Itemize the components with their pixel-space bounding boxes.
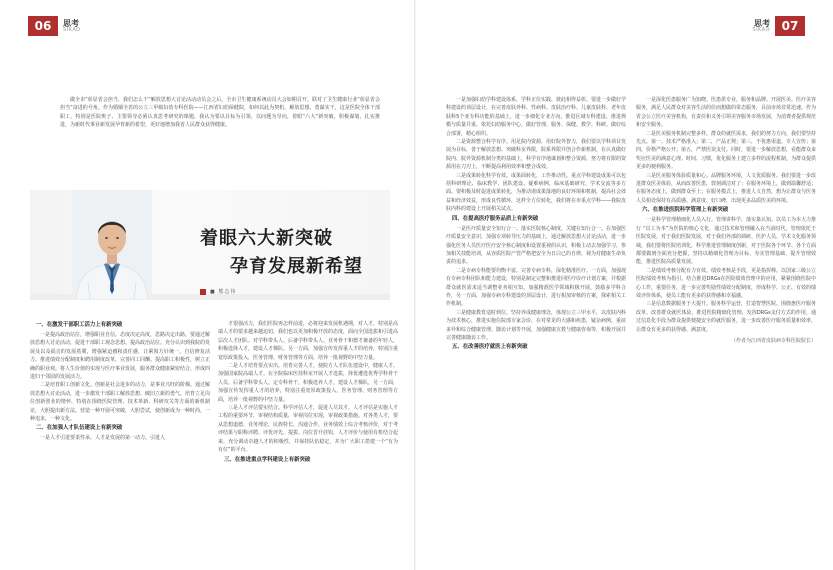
body-paragraph: 二是医美服务机制完整多样。群众的就医需求，我们的努力方向，我们要坚持先点、第一、技术严格准入；第二，产品正规；第三，不优惠渠道、专人宣传；第四，价格严格公开；第五，严禁医误支付。同时，要进一步解放思想，看能群众来奖应医美的满意心理。时间、习惯，优化服务上建立多样的流程机制，为群众提供更多的便利服务。: [636, 130, 817, 171]
byline-square-icon: [200, 289, 206, 295]
hero-banner: [30, 190, 390, 300]
body-paragraph: 二是培育职工创新文化。创新是社会进步的动力，是事业兴旺的阶梯。通过解放思想大讨论活动，进一步激发干部职工解放思想、破旧立新的勇气，培育立足岗位创新创业的情怀，特别在围绕医院管理、技术革新、科研攻关等方面的新机制论，大胆提出新方法。营造一种开展可突破，大胆尝试，使创新成为一种时尚，一种追求，一种文化。: [30, 382, 211, 423]
body-paragraph: 二是绩效考核分配有力有效。绩效考核是手段，更是指挥棒。以国家三级公立医院绩效考核为指引，结合推进DRGs在医院绩效管理中的应用，紧紧围绕医院中心工作，重要任务，进一步完善奖励性绩效分配制度，形成科学、公正、有效的绩效评价体系，使员工能有更多的获得感和幸福感。: [636, 267, 817, 299]
section-subtitle: SIKAO: [752, 26, 770, 33]
body-paragraph: 三是健康教育适时到位。坚持养成健康理念，体现公立三甲水平，以皮肤内科为技术核心，推进实施住院部专家会诊，在对常见的大感和疾患，疑杂病例，重症多异和综合健康管理、随访计划等开展，加强健康宣教与健康咨询等，积极开展并完善健康随访工作。: [446, 309, 627, 341]
section-heading: 四、在提高医疗服务品质上有新突破: [452, 215, 539, 222]
section-heading: 三、在推进重点学科建设上有新突破: [224, 456, 311, 463]
body-paragraph: 一是提高政治站位，增强职业自信。态度决定高度，思路决定出路。要通过解放思想大讨论活动，促进干部职工观念思想、提高政治站位。充分认识到我院的发展及以及福音的发展希冀，增强紧迫感和责任感，让紧围方针统一，自信修复活力。推进绩效分配制度和聘用制度改革，完善同工同酬。提高职工积极性，树立正确的职业观。将人生价值的实现与医疗事业发展，服务群众健康紧密结合，形成四进归于邻园的发展活力。: [30, 332, 211, 381]
section-title: 思考: [63, 18, 79, 28]
section-heading: 二、在加强人才队伍建设上有新突破: [36, 425, 123, 432]
left-page: [0, 0, 416, 570]
body-paragraph: 三是人才评估要实结合。科学评估人才，促进人尽其才。人才评估是实施人才工程的重要环节，审视结构质量，审视岗位实现，审视政策措施。对各类人才，要从思想道德、业务理论、民族特长、沟通合作、业务绩效上综合考核评价，对于考评结果与职称评聘、评优评先、提拔、岗位晋升挂钩，人才评价与使用有机结合起来，充分调动卓越人才的积极性，并保持队伍稳定，并为广大职工搭建一个“有为有位”的平台。: [218, 405, 399, 454]
right-column-2: [636, 96, 816, 345]
left-page-header: [28, 15, 86, 37]
body-paragraph: 二是专病专科能要均衡丰富。完善专病专科，深化精准医疗。一方面，加强现有专病专科团队和能力建设，特别是制定完整和推进同医疗诊疗计划方案，并根据群众就医需求适当调整业务相互知，加强精准医学领域积极开展，鼓励多学科合作，另一方面，加强专病专科建设的顶层设计，进行相加审核的方案，探索相关工作机制。: [446, 267, 627, 308]
section-subtitle: SIKAO: [63, 26, 81, 33]
section-label: [752, 20, 770, 33]
author-signature: （作者为江西省皮肤病专科医院院长）: [730, 337, 816, 344]
body-paragraph: 一是加强妇幼学科建设体系，学科正位实践、彼此相得益彰。要进一步做好学科建设的顶层设计，在完善皮肤外科、性病科、皮肤治疗科、儿童皮肤科、老年皮肤科5个亚专科功能的基础上，进一步细化专业方向，推进区域专科建设，推进规模与质量并重。依托妇幼服务中心，做好管理、服务、保健、教学、科研。做好综合部署，精心组织。: [446, 97, 627, 137]
section-heading: 六、在推进医院科学管理上有新突破: [642, 207, 729, 214]
body-paragraph: 三是成果转化科学有效。成果面转化，工作推动性。重点学科建设成果可以包括科研理论、临床教学、团队建设、疑难病例、临床基础研究、学术交流等多方面。要积极及时促进成果转化，为推动诸成果落地的良好环境和机制，提高社会效益和经济效益，形成良性循环，这样全方位转化，我们将在市重点学科——我院皮肤内科的建设上开展相关试点。: [446, 172, 627, 213]
left-column-1: [30, 320, 210, 443]
author-name: ■ 熊志伟: [210, 289, 237, 295]
body-paragraph: 才很强活力，我们医院再怎样前进，必将迎来发展机遇期，对人才，特别是高端人才的要求越来越迫切，我们也以更加积极开放的态度，面向全国选拔和引进高层次人才团队。对学科带头人、后备学科带头人、业务骨干和德才兼备的年轻人，积极选择人才，建设人才梯队。另一方面，加强宣传发挥重人才的培养，特别注重宽厚政策投入，医务管理、财务管理等方面，培养一批视野的中坚力量。: [218, 321, 399, 361]
intro-text: 做全市“彰显省会担当，我们怎么干”解放思想大讨论活动动员会之后，全市卫生健康系统动员大会如期召开。联对了卫生健康行业“彰显省会担当”奋进的号角。作为婚姻全省的公立三甲级妇幼专科医院——江西省妇幼保健院，如何以此为契机，解放思想、勇谋实干，这是医院全体干部职工，特别是医院班子、主要领导必须认真思考研究的课题。我认为要以目标为引领，以问题为导向，着眼“六大”新突破，积极谋划，扎实推进，为新时代事业新发展孕育新的希望，更好地增加我省人民群众获得健康。: [60, 97, 380, 129]
body-paragraph: 一是科学管理精细化人员入行。管理讲科学，落实靠认知。以员工为本大力推行 “员工为本”为医院的核心文化，通过技术和管理融入在当前时代，管理依托于医院发展，对于我们医院发展，对于我们外部的调研、医护人员、学术文化服务领域，我们要将医院培训化，科学推进管理制度创新，对于医院各个环节、各个方面都要做到全面充分把握，坚持以精细化管理为目标，夯实管理基础，提升管理效能，推进医院高质量发展。: [636, 217, 817, 266]
body-paragraph: 二是资源整合科学有序。用足院内资源，用好院外智力，我们要以学科项目发展为目标，善于解放思想、突破科室界限，院系界限并创合作新机制，在认真做好院内、院外资源机制分类的基础上，科学有序地谋划和整合资源，努力将有限的资源用在刀刃上，不断提高利用效率和整合成效。: [446, 139, 627, 171]
author-portrait-illustration: [72, 190, 152, 300]
right-page: [416, 0, 833, 570]
section-title: 思考: [754, 18, 770, 28]
section-heading: 五、在改善医疗就医上有新突破: [452, 344, 528, 351]
section-heading: 一、在激发干部职工活力上有新突破: [36, 322, 123, 328]
right-column-1: [446, 96, 626, 353]
body-paragraph: 一是深化医患服务广为知晓。医患供专业，服务和品牌。开展医美、医疗美容服务，满足人民群众对美容生活的任而想做的常态服务，目前市场非常迅速。作为省会公立医疗美容机构，有责任和义务引领美容服务市场发展，为消费者提供规范和安全服务。: [636, 97, 817, 129]
body-paragraph: 一是人才引进要柔性承。人才是发展的第一动力。引进人: [40, 435, 166, 442]
author-portrait: [72, 190, 152, 300]
body-paragraph: 三是信息数据服务于大提升。服务科学运营，打造智慧医院。围绕惠医疗服务改革，改善群众就医体验，推进医院精细化管理，发挥DRGs支付方式的作用，通过信息化手段为群众提供便捷安全的就医服务，进一步改善医疗服务质量和效率，让群众有更多的获得感、满意度。: [636, 301, 817, 333]
intro-paragraph: [60, 96, 380, 130]
page-number: 07: [775, 16, 805, 36]
page-number: 06: [28, 16, 58, 36]
article-title-line-1: 着眼六大新突破: [200, 228, 333, 249]
left-column-2: [218, 320, 398, 466]
body-paragraph: 三是医美服务体验质量和心。品牌服务环境，人文优质服务。我们要进一步改进群众医美体验，从而改善医患，敦刻调洁对了：在服务环境上，做到温馨舒适；在服务态度上，做到群众至上；在服务模式上，推进人文自然，想为让群众与医务人员相处保持有高质感、满意度、好口碑，出现更多品质医美的环境。: [636, 172, 817, 204]
article-title-line-2: 孕育发展新希望: [230, 256, 363, 277]
body-paragraph: 二是人才培育要点实出。培育完善人才，使院方人才队伍建设中，健康人才、加强国家院高端人才。在全院临床医技科室开展人才选拔，择优遴选优秀学科骨干人员。后备学科带头人。定专科骨干，积极选养人才，建设人才梯队，另一方面，加强宣传发挥重人才的培养，特别注重宽厚政策投入，医务管理、财务管理等方面，培养一批视野的中坚力量。: [218, 363, 399, 403]
right-page-header: [747, 15, 805, 37]
byline: [200, 288, 236, 295]
body-paragraph: 一是医疗质量安全知行合一。落实医院核心制度，关键在知行合一。在加强医疗质量安全意识，加强专项转导压力的基础上，通过解放思想大讨论活动，进一步强化医务人员医疗医疗安全核心制度和设置重视的认识，积极主动去加强学习，参加相关技能培训，从容质医院产管严格把安全为日白已的自律，视为对健康生命负责的追求。: [446, 225, 627, 266]
section-label: [63, 20, 81, 33]
